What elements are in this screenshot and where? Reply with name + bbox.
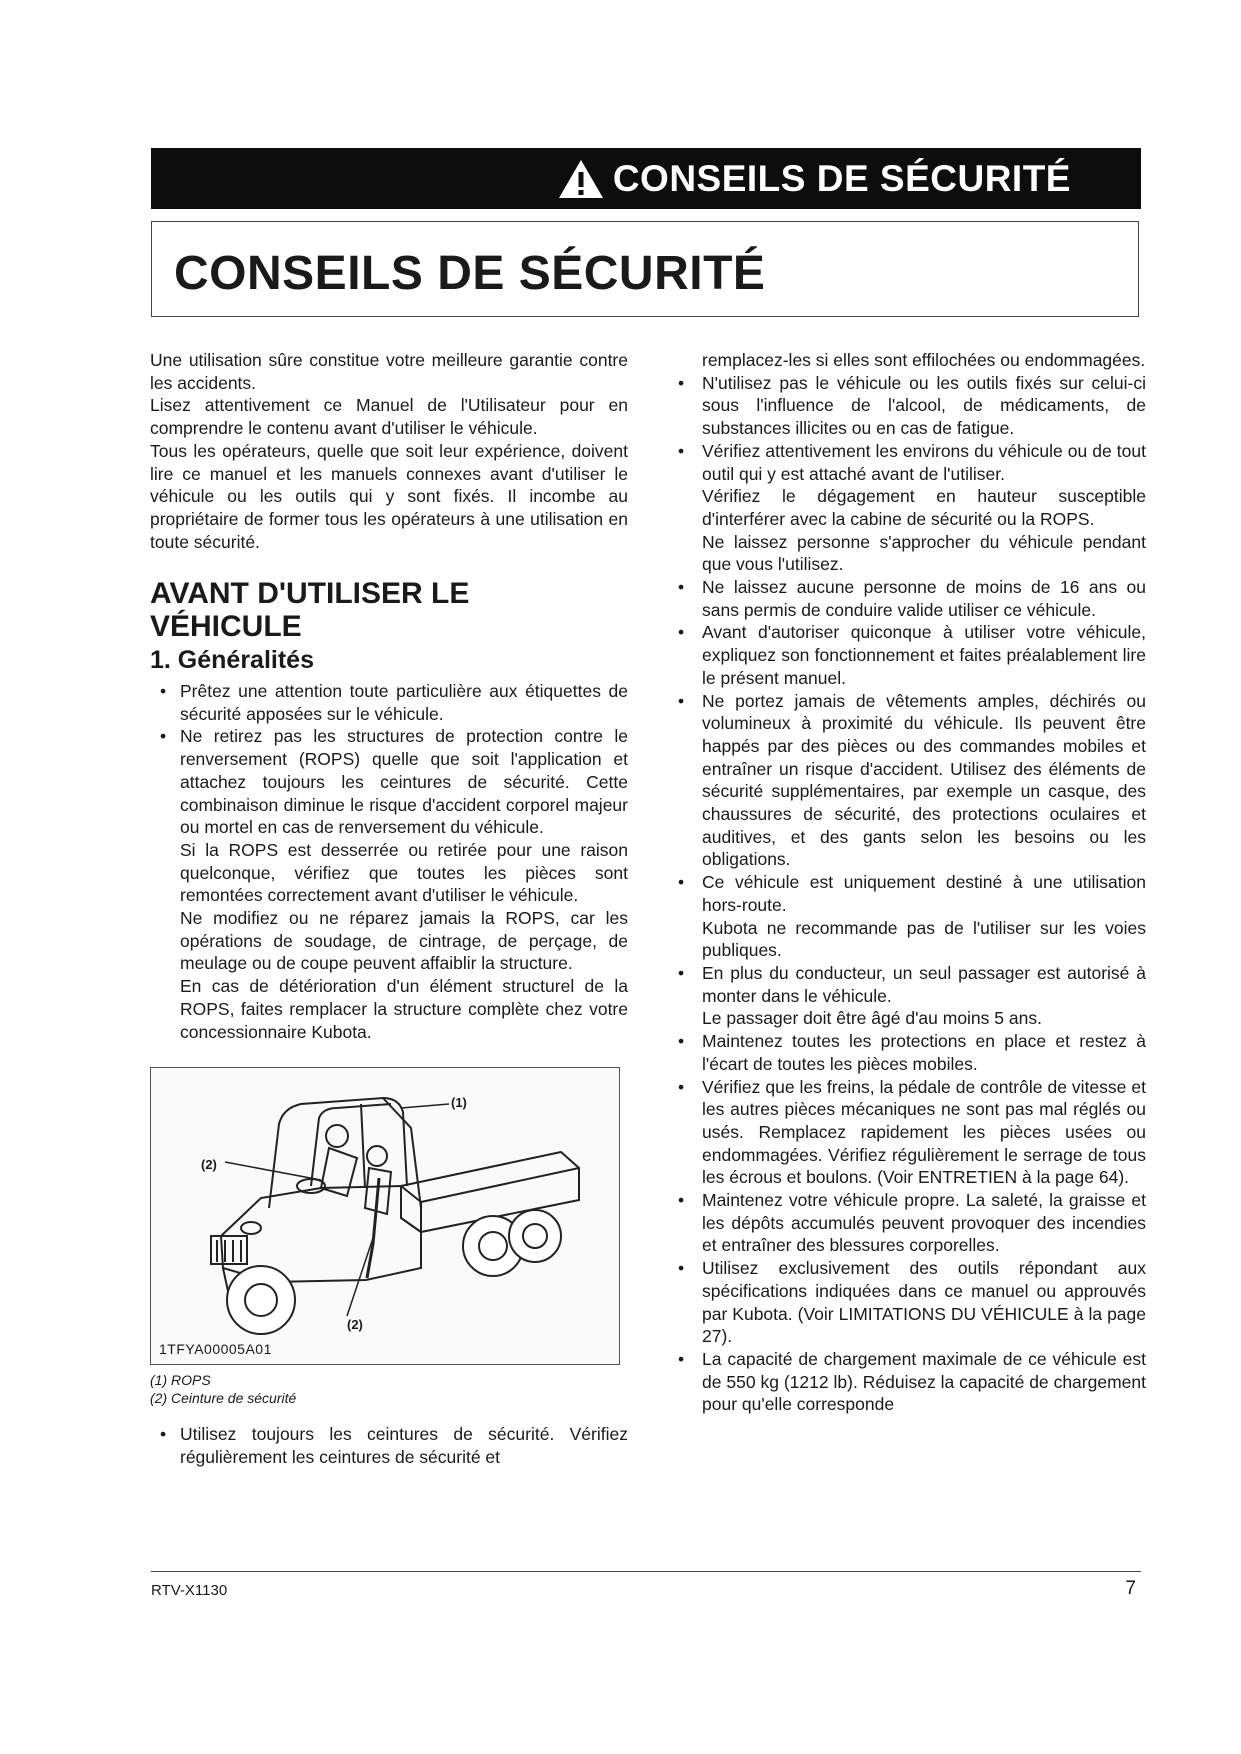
- list-item: • Prêtez une attention toute particulière aux étiquettes de sécurité apposées sur le véhicule.: [158, 680, 628, 725]
- left-column: [150, 349, 628, 1469]
- list-item: • La capacité de chargement maximale de ce véhicule est de 550 kg (1212 lb). Réduisez la capacité de chargement pour qu'elle corresponde: [676, 1348, 1146, 1416]
- intro-paragraph-2: Lisez attentivement ce Manuel de l'Utilisateur pour en comprendre le contenu avant d'utiliser le véhicule.: [150, 395, 628, 439]
- section-title: AVANT D'UTILISER LE VÉHICULE: [150, 577, 470, 644]
- right-column: [676, 349, 1146, 1416]
- list-item: • Vérifiez attentivement les environs du véhicule ou de tout outil qui y est attaché avant de l'utiliser. Vérifiez le dégagement en hauteur susceptible d'interférer avec la cabine de sécurité ou la ROPS. Ne laissez personne s'approcher du véhicule pendant que vous l'utilisez.: [676, 440, 1146, 576]
- page-title: CONSEILS DE SÉCURITÉ: [174, 247, 766, 300]
- figure-label-1: (1): [451, 1095, 467, 1111]
- figure-label-2b: (2): [347, 1317, 363, 1333]
- intro-paragraph-1: Une utilisation sûre constitue votre meilleure garantie contre les accidents.: [150, 350, 628, 393]
- list-item: • En plus du conducteur, un seul passager est autorisé à monter dans le véhicule. Le passager doit être âgé d'au moins 5 ans.: [676, 962, 1146, 1030]
- header-title: CONSEILS DE SÉCURITÉ: [612, 157, 1071, 199]
- continued-text: remplacez-les si elles sont effilochées ou endommagées.: [702, 350, 1146, 370]
- seatbelt-bullets: [158, 1423, 628, 1468]
- list-item: • Avant d'autoriser quiconque à utiliser votre véhicule, expliquez son fonctionnement et faites préalablement lire le présent manuel.: [676, 621, 1146, 689]
- figure-caption: (1) ROPS (2) Ceinture de sécurité: [150, 1372, 297, 1407]
- utility-vehicle-illustration: [151, 1068, 621, 1366]
- footer-divider: [151, 1571, 1141, 1572]
- list-item: • Ne retirez pas les structures de protection contre le renversement (ROPS) quelle que soit l'application et attachez toujours les ceintures de sécurité. Cette combinaison diminue le risque d'accident corporel majeur ou mortel en cas de renversement du véhicule. Si la ROPS est desserrée ou retirée pour une raison quelconque, vérifiez que toutes les pièces sont remontées correctement avant d'utiliser le véhicule. Ne modifiez ou ne réparez jamais la ROPS, car les opérations de soudage, de cintrage, de perçage, de meulage ou de coupe peuvent affaiblir la structure. En cas de détérioration d'un élément structurel de la ROPS, faites remplacer la structure complète chez votre concessionnaire Kubota.: [158, 725, 628, 1043]
- rops-figure: [150, 1067, 620, 1365]
- section-header-bar: [151, 148, 1141, 209]
- list-item: • Ne laissez aucune personne de moins de 16 ans ou sans permis de conduire valide utiliser ce véhicule.: [676, 576, 1146, 621]
- list-item: • Utilisez toujours les ceintures de sécurité. Vérifiez régulièrement les ceintures de sécurité et: [158, 1423, 628, 1468]
- list-item: • Vérifiez que les freins, la pédale de contrôle de vitesse et les autres pièces mécaniques ne sont pas mal réglés ou usés. Remplacez rapidement les pièces usées ou endommagées. Vérifiez régulièrement le serrage de tous les écrous et boulons. (Voir ENTRETIEN à la page 64).: [676, 1076, 1146, 1190]
- figure-id: 1TFYA00005A01: [159, 1340, 272, 1357]
- list-item: • Ce véhicule est uniquement destiné à une utilisation hors-route. Kubota ne recommande pas de l'utiliser sur les voies publiques.: [676, 871, 1146, 962]
- list-item: • N'utilisez pas le véhicule ou les outils fixés sur celui-ci sous l'influence de l'alcool, de médicaments, de substances illicites ou en cas de fatigue.: [676, 372, 1146, 440]
- general-bullets: [158, 680, 628, 1043]
- page-title-box: [151, 221, 1139, 317]
- list-item: • Maintenez votre véhicule propre. La saleté, la graisse et les dépôts accumulés peuvent provoquer des incendies et entraîner des blessures corporelles.: [676, 1189, 1146, 1257]
- footer-model: RTV-X1130: [151, 1582, 228, 1599]
- intro-paragraph-3: Tous les opérateurs, quelle que soit leur expérience, doivent lire ce manuel et les manuels connexes avant d'utiliser le véhicule ou les outils qui y sont fixés. Il incombe au propriétaire de former tous les opérateurs à une utilisation en toute sécurité.: [150, 440, 628, 552]
- warning-triangle-icon: [557, 158, 605, 200]
- list-item: • Ne portez jamais de vêtements amples, déchirés ou volumineux à proximité du véhicule. Ils peuvent être happés par des pièces ou des commandes mobiles et entraîner un risque d'accident. Utilisez des éléments de sécurité supplémentaires, par exemple un casque, des chaussures de sécurité, des protections oculaires et auditives, et des gants selon les besoins ou les obligations.: [676, 690, 1146, 872]
- list-item: • Maintenez toutes les protections en place et restez à l'écart de toutes les pièces mobiles.: [676, 1030, 1146, 1075]
- safety-bullets: [676, 372, 1146, 1416]
- list-item: • Utilisez exclusivement des outils répondant aux spécifications indiquées dans ce manuel ou approuvés par Kubota. (Voir LIMITATIONS DU VÉHICULE à la page 27).: [676, 1257, 1146, 1348]
- subsection-title: 1. Généralités: [150, 646, 314, 675]
- page-number: 7: [1125, 1578, 1136, 1599]
- figure-label-2a: (2): [201, 1157, 217, 1173]
